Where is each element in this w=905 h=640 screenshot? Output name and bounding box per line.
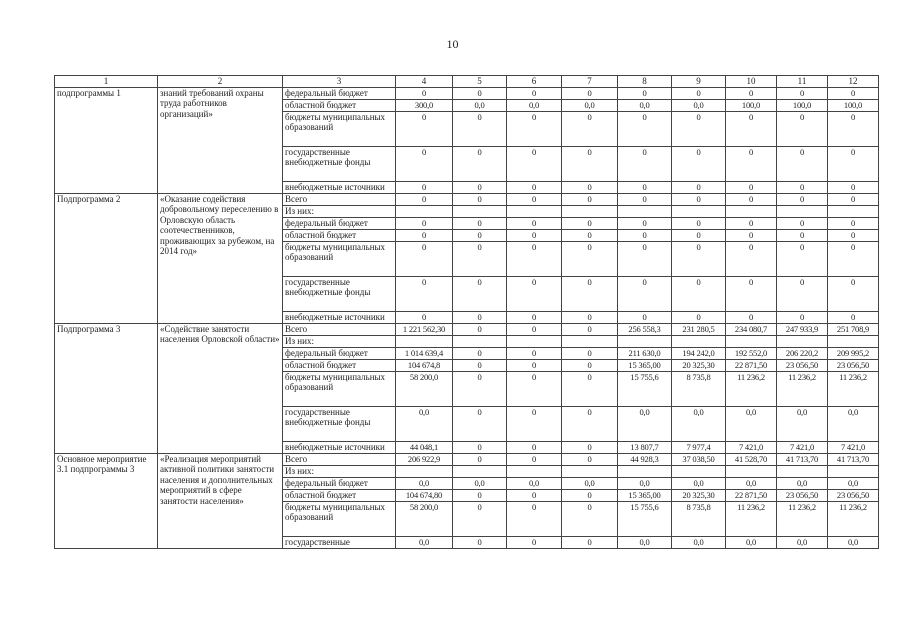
amount-cell: 0 xyxy=(396,217,453,229)
amount-cell xyxy=(396,335,453,347)
funding-source: областной бюджет xyxy=(283,229,396,241)
funding-source: бюджеты муниципальных образований xyxy=(283,111,396,146)
amount-cell: 0 xyxy=(562,359,618,371)
amount-cell: 11 236,2 xyxy=(777,501,828,536)
amount-cell: 0 xyxy=(618,241,672,276)
amount-cell xyxy=(396,465,453,477)
amount-cell: 23 056,50 xyxy=(777,489,828,501)
amount-cell: 0 xyxy=(777,146,828,181)
amount-cell: 0 xyxy=(396,181,453,193)
amount-cell: 0 xyxy=(828,217,879,229)
amount-cell: 0 xyxy=(507,347,562,359)
amount-cell: 100,0 xyxy=(777,99,828,111)
amount-cell xyxy=(562,465,618,477)
funding-source: федеральный бюджет xyxy=(283,87,396,99)
funding-source: Из них: xyxy=(283,335,396,347)
amount-cell: 0 xyxy=(618,311,672,323)
amount-cell: 0 xyxy=(828,111,879,146)
amount-cell: 41 713,70 xyxy=(777,453,828,465)
amount-cell: 0 xyxy=(672,241,726,276)
funding-source: бюджеты муниципальных образований xyxy=(283,501,396,536)
amount-cell: 0,0 xyxy=(672,477,726,489)
funding-source: областной бюджет xyxy=(283,99,396,111)
amount-cell: 0 xyxy=(507,146,562,181)
amount-cell: 0 xyxy=(726,217,777,229)
funding-source: Всего xyxy=(283,193,396,205)
amount-cell: 0 xyxy=(726,193,777,205)
amount-cell: 0 xyxy=(562,311,618,323)
amount-cell: 234 080,7 xyxy=(726,323,777,335)
amount-cell: 0 xyxy=(453,193,507,205)
amount-cell: 0 xyxy=(562,536,618,548)
amount-cell: 0 xyxy=(453,371,507,406)
amount-cell: 0 xyxy=(453,441,507,453)
amount-cell: 0 xyxy=(672,276,726,311)
column-header: 2 xyxy=(158,76,283,88)
column-header: 8 xyxy=(618,76,672,88)
amount-cell: 0 xyxy=(507,111,562,146)
amount-cell: 0 xyxy=(562,193,618,205)
amount-cell: 0,0 xyxy=(672,536,726,548)
budget-table xyxy=(54,75,879,549)
amount-cell: 58 200,0 xyxy=(396,501,453,536)
amount-cell: 0 xyxy=(828,193,879,205)
amount-cell: 58 200,0 xyxy=(396,371,453,406)
amount-cell: 104 674,8 xyxy=(396,359,453,371)
amount-cell: 11 236,2 xyxy=(726,501,777,536)
amount-cell: 0 xyxy=(507,371,562,406)
amount-cell: 44 928,3 xyxy=(618,453,672,465)
amount-cell: 0 xyxy=(672,229,726,241)
amount-cell: 0 xyxy=(726,241,777,276)
amount-cell: 0 xyxy=(507,217,562,229)
amount-cell xyxy=(396,205,453,217)
amount-cell: 15 755,6 xyxy=(618,371,672,406)
amount-cell: 251 708,9 xyxy=(828,323,879,335)
column-header: 3 xyxy=(283,76,396,88)
amount-cell xyxy=(618,205,672,217)
amount-cell xyxy=(672,335,726,347)
amount-cell: 0 xyxy=(618,111,672,146)
amount-cell xyxy=(726,465,777,477)
program-description: «Содействие занятости населения Орловской области» xyxy=(158,323,283,453)
amount-cell: 0 xyxy=(453,146,507,181)
funding-source: государственные внебюджетные фонды xyxy=(283,406,396,441)
amount-cell xyxy=(507,335,562,347)
amount-cell: 22 871,50 xyxy=(726,489,777,501)
amount-cell: 0,0 xyxy=(396,406,453,441)
amount-cell: 1 221 562,30 xyxy=(396,323,453,335)
amount-cell: 0,0 xyxy=(562,477,618,489)
amount-cell: 0 xyxy=(828,229,879,241)
amount-cell: 0,0 xyxy=(828,406,879,441)
column-header: 6 xyxy=(507,76,562,88)
amount-cell: 15 365,00 xyxy=(618,359,672,371)
amount-cell: 0 xyxy=(562,371,618,406)
amount-cell: 0 xyxy=(507,87,562,99)
amount-cell: 0,0 xyxy=(507,99,562,111)
funding-source: федеральный бюджет xyxy=(283,347,396,359)
amount-cell: 0 xyxy=(396,87,453,99)
amount-cell: 209 995,2 xyxy=(828,347,879,359)
column-header: 10 xyxy=(726,76,777,88)
funding-source: бюджеты муниципальных образований xyxy=(283,371,396,406)
amount-cell: 0 xyxy=(453,111,507,146)
amount-cell: 0,0 xyxy=(726,477,777,489)
amount-cell: 11 236,2 xyxy=(777,371,828,406)
amount-cell: 0 xyxy=(828,276,879,311)
amount-cell: 0 xyxy=(562,406,618,441)
column-header: 7 xyxy=(562,76,618,88)
amount-cell xyxy=(672,205,726,217)
amount-cell: 44 048,1 xyxy=(396,441,453,453)
amount-cell xyxy=(672,465,726,477)
funding-source: федеральный бюджет xyxy=(283,217,396,229)
amount-cell: 194 242,0 xyxy=(672,347,726,359)
amount-cell: 23 056,50 xyxy=(828,359,879,371)
amount-cell: 0 xyxy=(453,359,507,371)
amount-cell: 0 xyxy=(396,229,453,241)
amount-cell: 0,0 xyxy=(453,477,507,489)
amount-cell: 0 xyxy=(562,323,618,335)
amount-cell: 100,0 xyxy=(828,99,879,111)
amount-cell: 0 xyxy=(618,193,672,205)
table-row xyxy=(55,453,879,465)
amount-cell: 0,0 xyxy=(396,536,453,548)
page-number: 10 xyxy=(446,37,459,51)
amount-cell: 1 014 639,4 xyxy=(396,347,453,359)
amount-cell xyxy=(453,335,507,347)
amount-cell xyxy=(562,205,618,217)
amount-cell: 0 xyxy=(777,276,828,311)
program-name: Подпрограмма 3 xyxy=(55,323,158,453)
amount-cell: 0,0 xyxy=(672,99,726,111)
amount-cell: 0 xyxy=(828,146,879,181)
program-description: «Реализация мероприятий активной политики занятости населения и дополнительных мероприятий в сфере занятости населения» xyxy=(158,453,283,548)
amount-cell: 41 713,70 xyxy=(828,453,879,465)
amount-cell: 0 xyxy=(562,229,618,241)
amount-cell: 0 xyxy=(562,441,618,453)
table-row xyxy=(55,323,879,335)
amount-cell: 0 xyxy=(726,181,777,193)
amount-cell: 0 xyxy=(562,276,618,311)
amount-cell: 23 056,50 xyxy=(777,359,828,371)
amount-cell: 192 552,0 xyxy=(726,347,777,359)
program-name: подпрограммы 1 xyxy=(55,87,158,193)
amount-cell: 0 xyxy=(396,311,453,323)
amount-cell: 0 xyxy=(507,193,562,205)
column-header: 9 xyxy=(672,76,726,88)
amount-cell: 0 xyxy=(777,241,828,276)
amount-cell: 0 xyxy=(562,453,618,465)
amount-cell: 7 421,0 xyxy=(726,441,777,453)
program-name: Основное мероприятие 3.1 подпрограммы 3 xyxy=(55,453,158,548)
amount-cell: 0 xyxy=(562,501,618,536)
amount-cell: 0,0 xyxy=(672,406,726,441)
funding-source: государственные внебюджетные фонды xyxy=(283,146,396,181)
table-row xyxy=(55,87,879,99)
funding-source: Всего xyxy=(283,453,396,465)
amount-cell: 7 421,0 xyxy=(777,441,828,453)
amount-cell: 0 xyxy=(507,181,562,193)
amount-cell: 0 xyxy=(618,229,672,241)
amount-cell: 0 xyxy=(618,217,672,229)
amount-cell xyxy=(777,335,828,347)
amount-cell: 41 528,70 xyxy=(726,453,777,465)
amount-cell: 0 xyxy=(453,501,507,536)
column-header: 12 xyxy=(828,76,879,88)
funding-source: Из них: xyxy=(283,205,396,217)
amount-cell xyxy=(507,465,562,477)
amount-cell: 0 xyxy=(777,311,828,323)
amount-cell: 0,0 xyxy=(828,477,879,489)
amount-cell: 0 xyxy=(828,311,879,323)
amount-cell: 0 xyxy=(396,276,453,311)
amount-cell xyxy=(726,335,777,347)
amount-cell: 0 xyxy=(507,453,562,465)
amount-cell: 0 xyxy=(777,217,828,229)
amount-cell: 247 933,9 xyxy=(777,323,828,335)
amount-cell xyxy=(828,335,879,347)
table-row xyxy=(55,193,879,205)
amount-cell: 0,0 xyxy=(396,477,453,489)
amount-cell: 0 xyxy=(618,146,672,181)
amount-cell: 0 xyxy=(672,311,726,323)
amount-cell xyxy=(618,465,672,477)
amount-cell: 0 xyxy=(396,146,453,181)
amount-cell: 37 038,50 xyxy=(672,453,726,465)
amount-cell: 20 325,30 xyxy=(672,489,726,501)
amount-cell: 300,0 xyxy=(396,99,453,111)
amount-cell: 0 xyxy=(777,87,828,99)
amount-cell: 0 xyxy=(828,241,879,276)
amount-cell xyxy=(777,205,828,217)
amount-cell: 0 xyxy=(562,146,618,181)
funding-source: Из них: xyxy=(283,465,396,477)
amount-cell: 7 977,4 xyxy=(672,441,726,453)
amount-cell: 0,0 xyxy=(726,406,777,441)
amount-cell: 0 xyxy=(453,347,507,359)
amount-cell: 0,0 xyxy=(777,477,828,489)
amount-cell: 0 xyxy=(672,146,726,181)
funding-source: бюджеты муниципальных образований xyxy=(283,241,396,276)
amount-cell: 0 xyxy=(453,229,507,241)
amount-cell: 0 xyxy=(507,501,562,536)
amount-cell: 0 xyxy=(618,87,672,99)
amount-cell: 0 xyxy=(777,229,828,241)
amount-cell: 8 735,8 xyxy=(672,371,726,406)
amount-cell xyxy=(507,205,562,217)
amount-cell: 15 755,6 xyxy=(618,501,672,536)
amount-cell: 0 xyxy=(507,536,562,548)
amount-cell: 0,0 xyxy=(777,406,828,441)
amount-cell: 11 236,2 xyxy=(726,371,777,406)
amount-cell: 0 xyxy=(726,87,777,99)
amount-cell: 0 xyxy=(507,489,562,501)
amount-cell: 7 421,0 xyxy=(828,441,879,453)
amount-cell: 206 922,9 xyxy=(396,453,453,465)
amount-cell: 0 xyxy=(618,181,672,193)
amount-cell xyxy=(453,465,507,477)
amount-cell: 0 xyxy=(396,193,453,205)
program-description: знаний требований охраны труда работников организаций» xyxy=(158,87,283,193)
column-header: 4 xyxy=(396,76,453,88)
amount-cell: 0 xyxy=(726,229,777,241)
amount-cell: 0 xyxy=(507,323,562,335)
amount-cell: 0 xyxy=(453,489,507,501)
amount-cell: 0,0 xyxy=(562,99,618,111)
amount-cell: 0 xyxy=(562,347,618,359)
program-description: «Оказание содействия добровольному переселению в Орловскую область соотечественников, проживающих за рубежом, на 2014 год» xyxy=(158,193,283,323)
amount-cell: 0 xyxy=(777,193,828,205)
amount-cell: 0 xyxy=(507,241,562,276)
amount-cell: 0,0 xyxy=(618,406,672,441)
amount-cell: 0 xyxy=(672,111,726,146)
amount-cell: 0 xyxy=(726,111,777,146)
amount-cell: 0 xyxy=(562,87,618,99)
amount-cell: 0,0 xyxy=(726,536,777,548)
amount-cell: 0 xyxy=(726,146,777,181)
funding-source: областной бюджет xyxy=(283,359,396,371)
amount-cell: 13 807,7 xyxy=(618,441,672,453)
amount-cell: 23 056,50 xyxy=(828,489,879,501)
header-row xyxy=(55,76,879,88)
amount-cell: 0 xyxy=(453,536,507,548)
amount-cell: 15 365,00 xyxy=(618,489,672,501)
amount-cell: 0 xyxy=(507,441,562,453)
amount-cell: 0 xyxy=(672,217,726,229)
amount-cell: 0,0 xyxy=(453,99,507,111)
amount-cell: 0 xyxy=(672,193,726,205)
amount-cell: 0 xyxy=(562,489,618,501)
column-header: 1 xyxy=(55,76,158,88)
amount-cell: 0 xyxy=(507,359,562,371)
amount-cell: 0 xyxy=(453,181,507,193)
amount-cell: 0 xyxy=(507,229,562,241)
amount-cell: 0,0 xyxy=(828,536,879,548)
amount-cell xyxy=(562,335,618,347)
amount-cell: 0,0 xyxy=(618,477,672,489)
amount-cell: 206 220,2 xyxy=(777,347,828,359)
funding-source: государственные xyxy=(283,536,396,548)
amount-cell: 0 xyxy=(507,311,562,323)
amount-cell: 11 236,2 xyxy=(828,501,879,536)
funding-source: областной бюджет xyxy=(283,489,396,501)
amount-cell: 0 xyxy=(453,453,507,465)
amount-cell: 100,0 xyxy=(726,99,777,111)
amount-cell: 0 xyxy=(672,87,726,99)
amount-cell: 0 xyxy=(453,87,507,99)
amount-cell: 0 xyxy=(453,311,507,323)
amount-cell: 0 xyxy=(726,276,777,311)
amount-cell xyxy=(828,465,879,477)
funding-source: Всего xyxy=(283,323,396,335)
amount-cell: 0 xyxy=(453,217,507,229)
amount-cell: 0,0 xyxy=(618,99,672,111)
amount-cell: 0 xyxy=(828,181,879,193)
funding-source: внебюджетные источники xyxy=(283,441,396,453)
amount-cell: 211 630,0 xyxy=(618,347,672,359)
amount-cell: 0 xyxy=(828,87,879,99)
amount-cell: 0 xyxy=(618,276,672,311)
amount-cell: 0 xyxy=(777,181,828,193)
program-name: Подпрограмма 2 xyxy=(55,193,158,323)
amount-cell: 0 xyxy=(453,276,507,311)
amount-cell: 0 xyxy=(777,111,828,146)
amount-cell: 0 xyxy=(562,181,618,193)
amount-cell: 8 735,8 xyxy=(672,501,726,536)
amount-cell: 0 xyxy=(672,181,726,193)
amount-cell: 11 236,2 xyxy=(828,371,879,406)
amount-cell: 0,0 xyxy=(618,536,672,548)
amount-cell xyxy=(726,205,777,217)
amount-cell: 0 xyxy=(453,323,507,335)
amount-cell: 0 xyxy=(396,111,453,146)
amount-cell xyxy=(453,205,507,217)
amount-cell: 231 280,5 xyxy=(672,323,726,335)
funding-source: федеральный бюджет xyxy=(283,477,396,489)
amount-cell: 20 325,30 xyxy=(672,359,726,371)
amount-cell: 104 674,80 xyxy=(396,489,453,501)
amount-cell: 256 558,3 xyxy=(618,323,672,335)
funding-source: внебюджетные источники xyxy=(283,181,396,193)
column-header: 11 xyxy=(777,76,828,88)
amount-cell: 0 xyxy=(562,241,618,276)
amount-cell: 0 xyxy=(396,241,453,276)
amount-cell xyxy=(828,205,879,217)
amount-cell xyxy=(618,335,672,347)
amount-cell: 0 xyxy=(507,276,562,311)
column-header: 5 xyxy=(453,76,507,88)
funding-source: внебюджетные источники xyxy=(283,311,396,323)
amount-cell: 0 xyxy=(562,111,618,146)
amount-cell: 0,0 xyxy=(777,536,828,548)
amount-cell: 0 xyxy=(562,217,618,229)
amount-cell: 0 xyxy=(726,311,777,323)
amount-cell xyxy=(777,465,828,477)
funding-source: государственные внебюджетные фонды xyxy=(283,276,396,311)
amount-cell: 0,0 xyxy=(507,477,562,489)
amount-cell: 22 871,50 xyxy=(726,359,777,371)
amount-cell: 0 xyxy=(507,406,562,441)
amount-cell: 0 xyxy=(453,406,507,441)
amount-cell: 0 xyxy=(453,241,507,276)
